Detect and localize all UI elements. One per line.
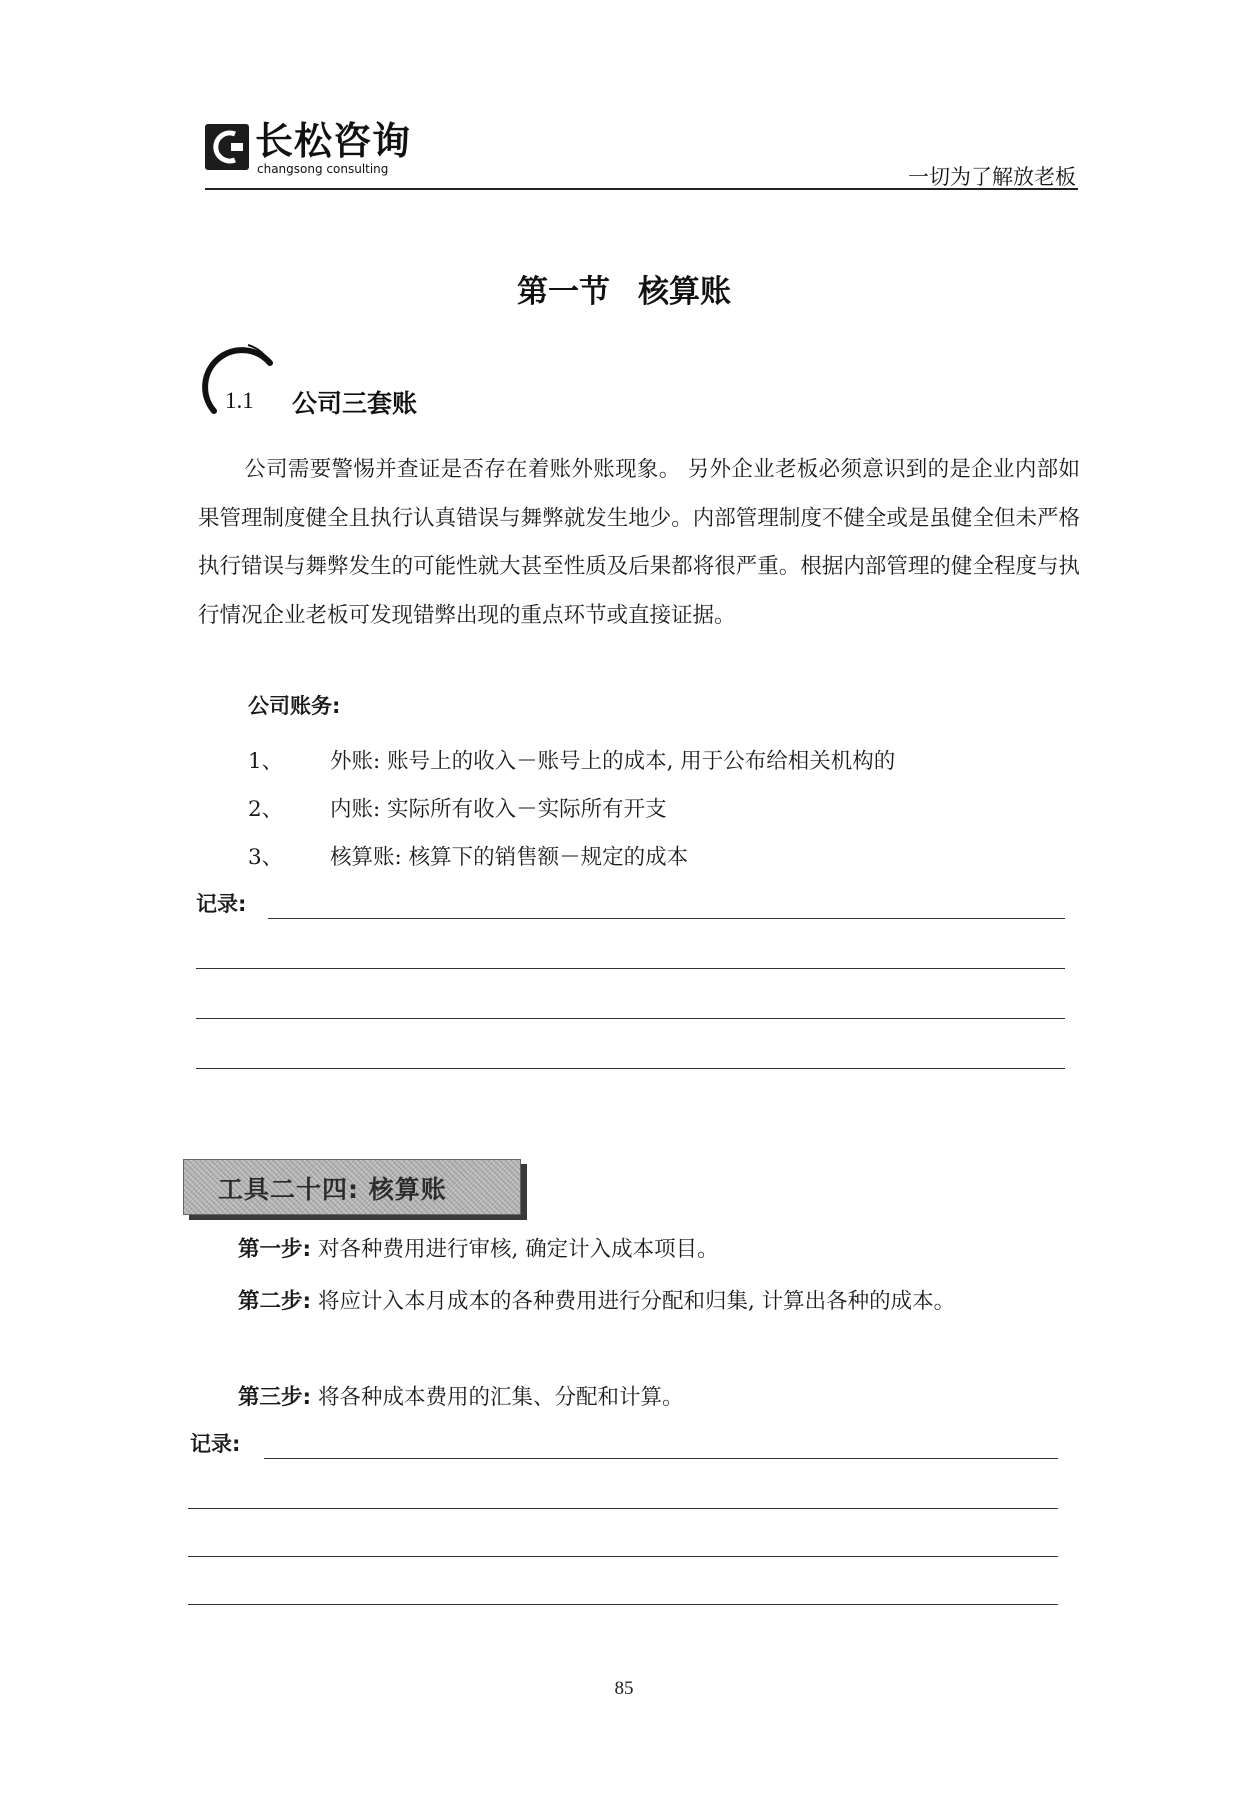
logo-mark-icon: [205, 124, 249, 170]
accounts-title: 公司账务:: [248, 694, 341, 718]
subsection-title: 公司三套账: [292, 389, 418, 418]
record-label: 记录:: [190, 1432, 241, 1456]
record-line[interactable]: [188, 1556, 1058, 1557]
header-divider: [205, 188, 1078, 190]
record-line[interactable]: [196, 1068, 1065, 1069]
list-item-text: 外账: 账号上的收入－账号上的成本, 用于公布给相关机构的: [330, 749, 896, 774]
logo-english-name: changsong consulting: [257, 162, 389, 176]
subsection-number: 1.1: [225, 388, 254, 413]
record-line[interactable]: [196, 1018, 1065, 1019]
step-label: 第二步:: [238, 1289, 312, 1314]
logo-chinese-name: 长松咨询: [255, 119, 412, 163]
section-number: 第一节: [517, 274, 610, 310]
step-item: [190, 1226, 1078, 1273]
list-item-number: 1、: [248, 749, 284, 774]
record-line[interactable]: [188, 1508, 1058, 1509]
record-label: 记录:: [196, 892, 247, 916]
list-item-text: 核算账: 核算下的销售额－规定的成本: [330, 845, 689, 870]
record-line[interactable]: [196, 968, 1065, 969]
step-text: 将应计入本月成本的各种费用进行分配和归集, 计算出各种的成本。: [311, 1289, 956, 1314]
list-item-number: 2、: [248, 797, 284, 822]
record-line[interactable]: [268, 918, 1065, 919]
list-item-number: 3、: [248, 845, 284, 870]
section-name: 核算账: [638, 274, 731, 310]
tool-heading-box: [183, 1159, 521, 1215]
body-paragraph: [198, 446, 1080, 640]
step-label: 第三步:: [238, 1385, 312, 1410]
step-item: [190, 1374, 1078, 1421]
record-line[interactable]: [188, 1604, 1058, 1605]
step-text: 将各种成本费用的汇集、分配和计算。: [311, 1385, 684, 1410]
page-number: 85: [614, 1678, 634, 1699]
record-line[interactable]: [264, 1458, 1058, 1459]
list-item-text: 内账: 实际所有收入－实际所有开支: [330, 797, 667, 822]
step-item: [190, 1278, 1078, 1325]
step-text: 对各种费用进行审核, 确定计入成本项目。: [311, 1237, 719, 1262]
body-paragraph-text: 公司需要警惕并查证是否存在着账外账现象。 另外企业老板必须意识到的是企业内部如果管理制度健全且执行认真错误与舞弊就发生地少。内部管理制度不健全或是虽健全但未严格执行错误与舞弊发生的可能性就大甚至性质及后果都将很严重。根据内部管理的健全程度与执行情况企业老板可发现错弊出现的重点环节或直接证据。: [198, 457, 1080, 628]
step-label: 第一步:: [238, 1237, 312, 1262]
tool-heading: 工具二十四: 核算账: [218, 1175, 447, 1204]
header-slogan: 一切为了解放老板: [908, 165, 1076, 189]
section-title: [0, 266, 1248, 311]
